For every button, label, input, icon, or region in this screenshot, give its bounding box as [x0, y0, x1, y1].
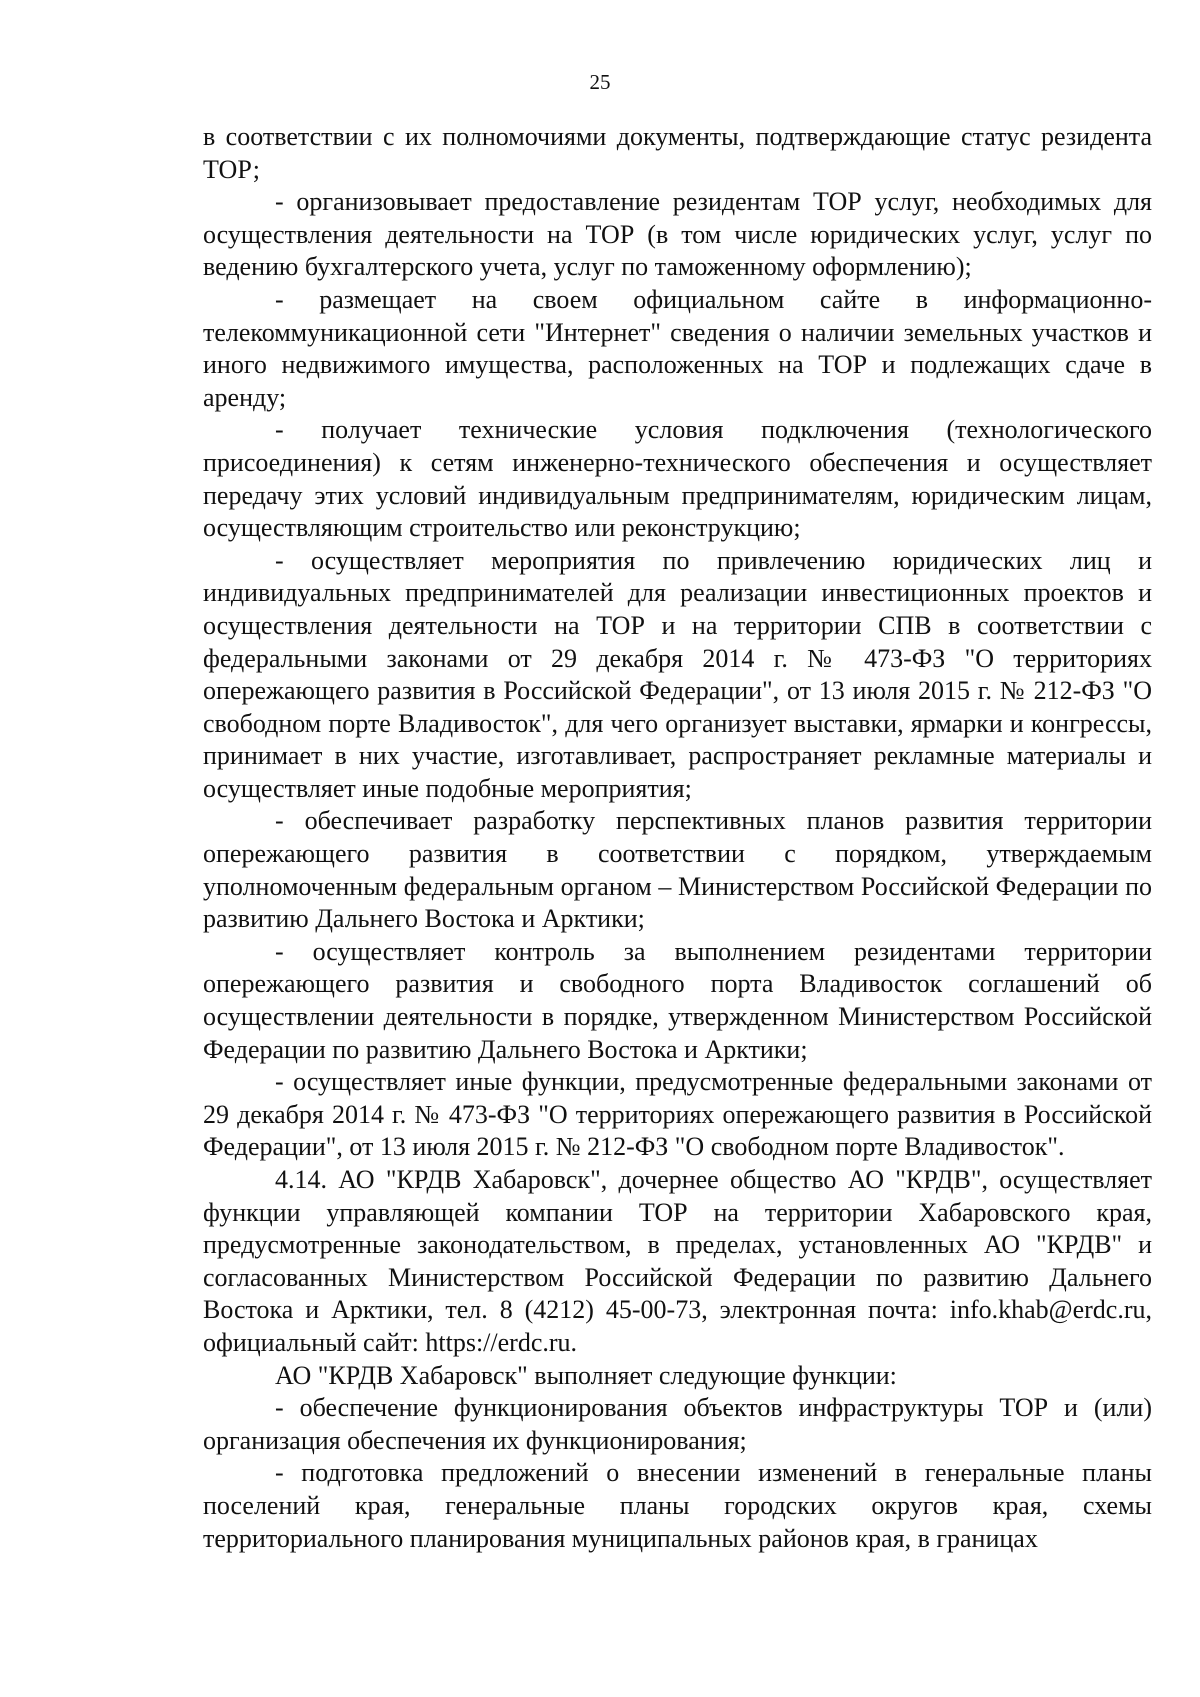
list-item-development-plans: - обеспечивает разработку перспективных планов развития территории опережающего развития в соответствии с порядком, утверждаемым уполномоченным федеральным органом – Министерством Российской Федерации по развитию Дальнего Востока и Арктики;	[203, 806, 1152, 934]
page-number: 25	[589, 70, 611, 94]
list-item-other-functions: - осуществляет иные функции, предусмотренные федеральными законами от 29 декабря 2014 г. № 473-ФЗ "О территориях опережающего развития в Российской Федерации", от 13 июля 2015 г. № 212-ФЗ "О свободном порте Владивосток".	[203, 1067, 1152, 1162]
list-item-services: - организовывает предоставление резидентам ТОР услуг, необходимых для осуществления деятельности на ТОР (в том числе юридических услуг, услуг по ведению бухгалтерского учета, услуг по таможенному оформлению);	[203, 187, 1152, 282]
list-item-proposals: - подготовка предложений о внесении изменений в генеральные планы поселений края, генеральные планы городских округов края, схемы территориального планирования муниципальных районов края, в границах	[203, 1458, 1152, 1553]
functions-intro: АО "КРДВ Хабаровск" выполняет следующие функции:	[275, 1360, 897, 1390]
list-item-control: - осуществляет контроль за выполнением резидентами территории опережающего развития и свободного порта Владивосток соглашений об осуществлении деятельности в порядке, утвержденном Министерством Российской Федерации по развитию Дальнего Востока и Арктики;	[203, 936, 1152, 1064]
section-4-14: 4.14. АО "КРДВ Хабаровск", дочернее общество АО "КРДВ", осуществляет функции управляющей компании ТОР на территории Хабаровского края, предусмотренные законодательством, в пределах, установленных АО "КРДВ" и согласованных Министерством Российской Федерации по развитию Дальнего Востока и Арктики, тел. 8 (4212) 45-00-73, электронная почта: info.khab@erdc.ru, официальный сайт: https://erdc.ru.	[203, 1165, 1152, 1357]
paragraph-continuation: в соответствии с их полномочиями документы, подтверждающие статус резидента ТОР;	[203, 122, 1152, 184]
list-item-technical-conditions: - получает технические условия подключения (технологического присоединения) к сетям инженерно-технического обеспечения и осуществляет передачу этих условий индивидуальным предпринимателям, юридическим лицам, осуществляющим строительство или реконструкцию;	[203, 415, 1152, 543]
list-item-investor-attraction: - осуществляет мероприятия по привлечению юридических лиц и индивидуальных предпринимателей для реализации инвестиционных проектов и осуществления деятельности на ТОР и на территории СПВ в соответствии с федеральными законами от 29 декабря 2014 г. № 473-ФЗ "О территориях опережающего развития в Российской Федерации", от 13 июля 2015 г. № 212-ФЗ "О свободном порте Владивосток", для чего организует выставки, ярмарки и конгрессы, принимает в них участие, изготавливает, распространяет рекламные материалы и осуществляет иные подобные мероприятия;	[203, 545, 1152, 803]
list-item-infrastructure: - обеспечение функционирования объектов инфраструктуры ТОР и (или) организация обеспечения их функционирования;	[203, 1393, 1152, 1455]
document-body	[203, 121, 1152, 1555]
list-item-website-info: - размещает на своем официальном сайте в информационно-телекоммуникационной сети "Интернет" сведения о наличии земельных участков и иного недвижимого имущества, расположенных на ТОР и подлежащих сдаче в аренду;	[203, 284, 1152, 412]
